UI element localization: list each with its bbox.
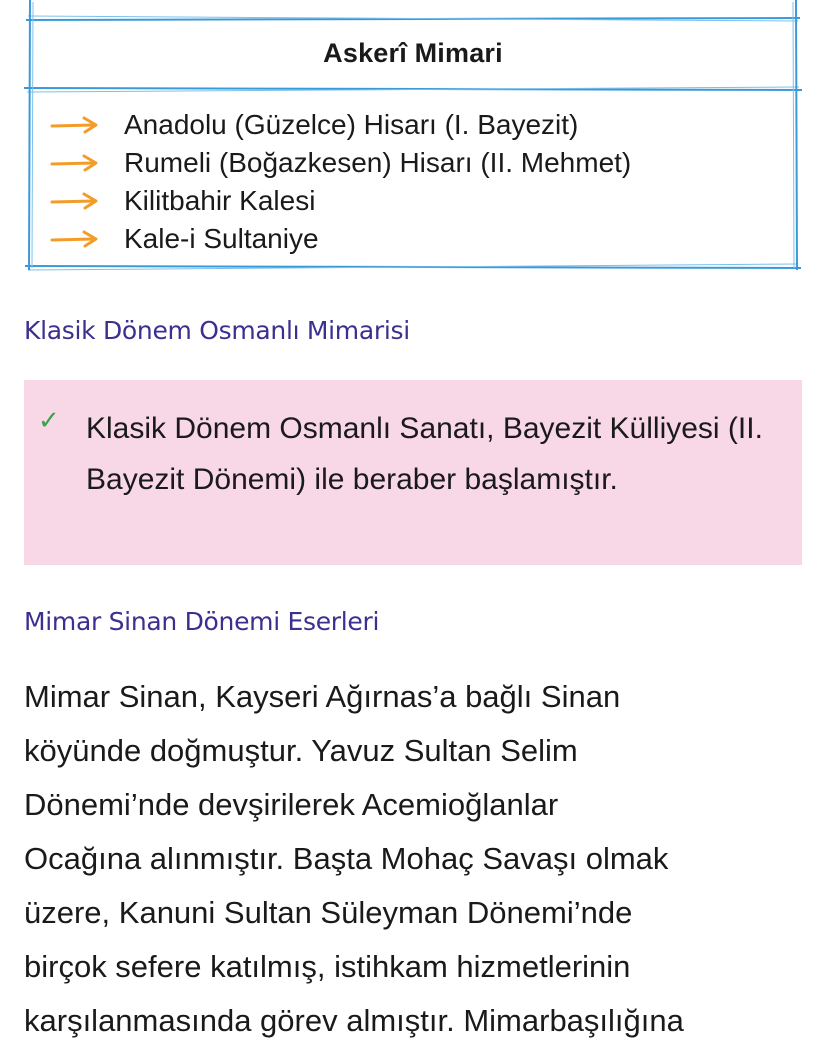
list-item-label: Kale-i Sultaniye xyxy=(124,223,319,254)
fortress-list xyxy=(50,106,631,258)
info-note xyxy=(24,380,802,565)
orange-arrow-icon xyxy=(50,153,102,173)
paragraph-line: karşılanmasında görev almıştır. Mimarbaşılığına xyxy=(24,1003,684,1038)
paragraph-line: Mimar Sinan, Kayseri Ağırnas’a bağlı Sinan xyxy=(24,679,621,714)
list-item xyxy=(50,144,631,182)
paragraph-line: Ocağına alınmıştır. Başta Mohaç Savaşı olmak xyxy=(24,841,669,876)
check-icon: ✓ xyxy=(38,406,60,436)
paragraph-line: üzere, Kanuni Sultan Süleyman Dönemi’nde xyxy=(24,895,633,930)
list-item-label: Kilitbahir Kalesi xyxy=(124,185,316,216)
orange-arrow-icon xyxy=(50,115,102,135)
list-item-label: Anadolu (Güzelce) Hisarı (I. Bayezit) xyxy=(124,109,579,140)
list-item xyxy=(50,220,631,258)
section-heading-sinan-works: Mimar Sinan Dönemi Eserleri xyxy=(24,607,380,636)
paragraph-line: birçok sefere katılmış, istihkam hizmetlerinin xyxy=(24,949,631,984)
orange-arrow-icon xyxy=(50,191,102,211)
paragraph-line: köyünde doğmuştur. Yavuz Sultan Selim xyxy=(24,733,578,768)
list-item xyxy=(50,182,631,220)
box-title: Askerî Mimari xyxy=(323,38,503,68)
orange-arrow-icon xyxy=(50,229,102,249)
paragraph-line: Dönemi’nde devşirilerek Acemioğlanlar xyxy=(24,787,559,822)
military-architecture-box xyxy=(24,0,802,270)
sinan-paragraph xyxy=(24,670,824,1048)
section-heading-classic-period: Klasik Dönem Osmanlı Mimarisi xyxy=(24,316,410,345)
list-item xyxy=(50,106,631,144)
note-text: Klasik Dönem Osmanlı Sanatı, Bayezit Külliyesi (II. Bayezit Dönemi) ile beraber başlamıştır. xyxy=(86,412,763,496)
list-item-label: Rumeli (Boğazkesen) Hisarı (II. Mehmet) xyxy=(124,147,632,178)
